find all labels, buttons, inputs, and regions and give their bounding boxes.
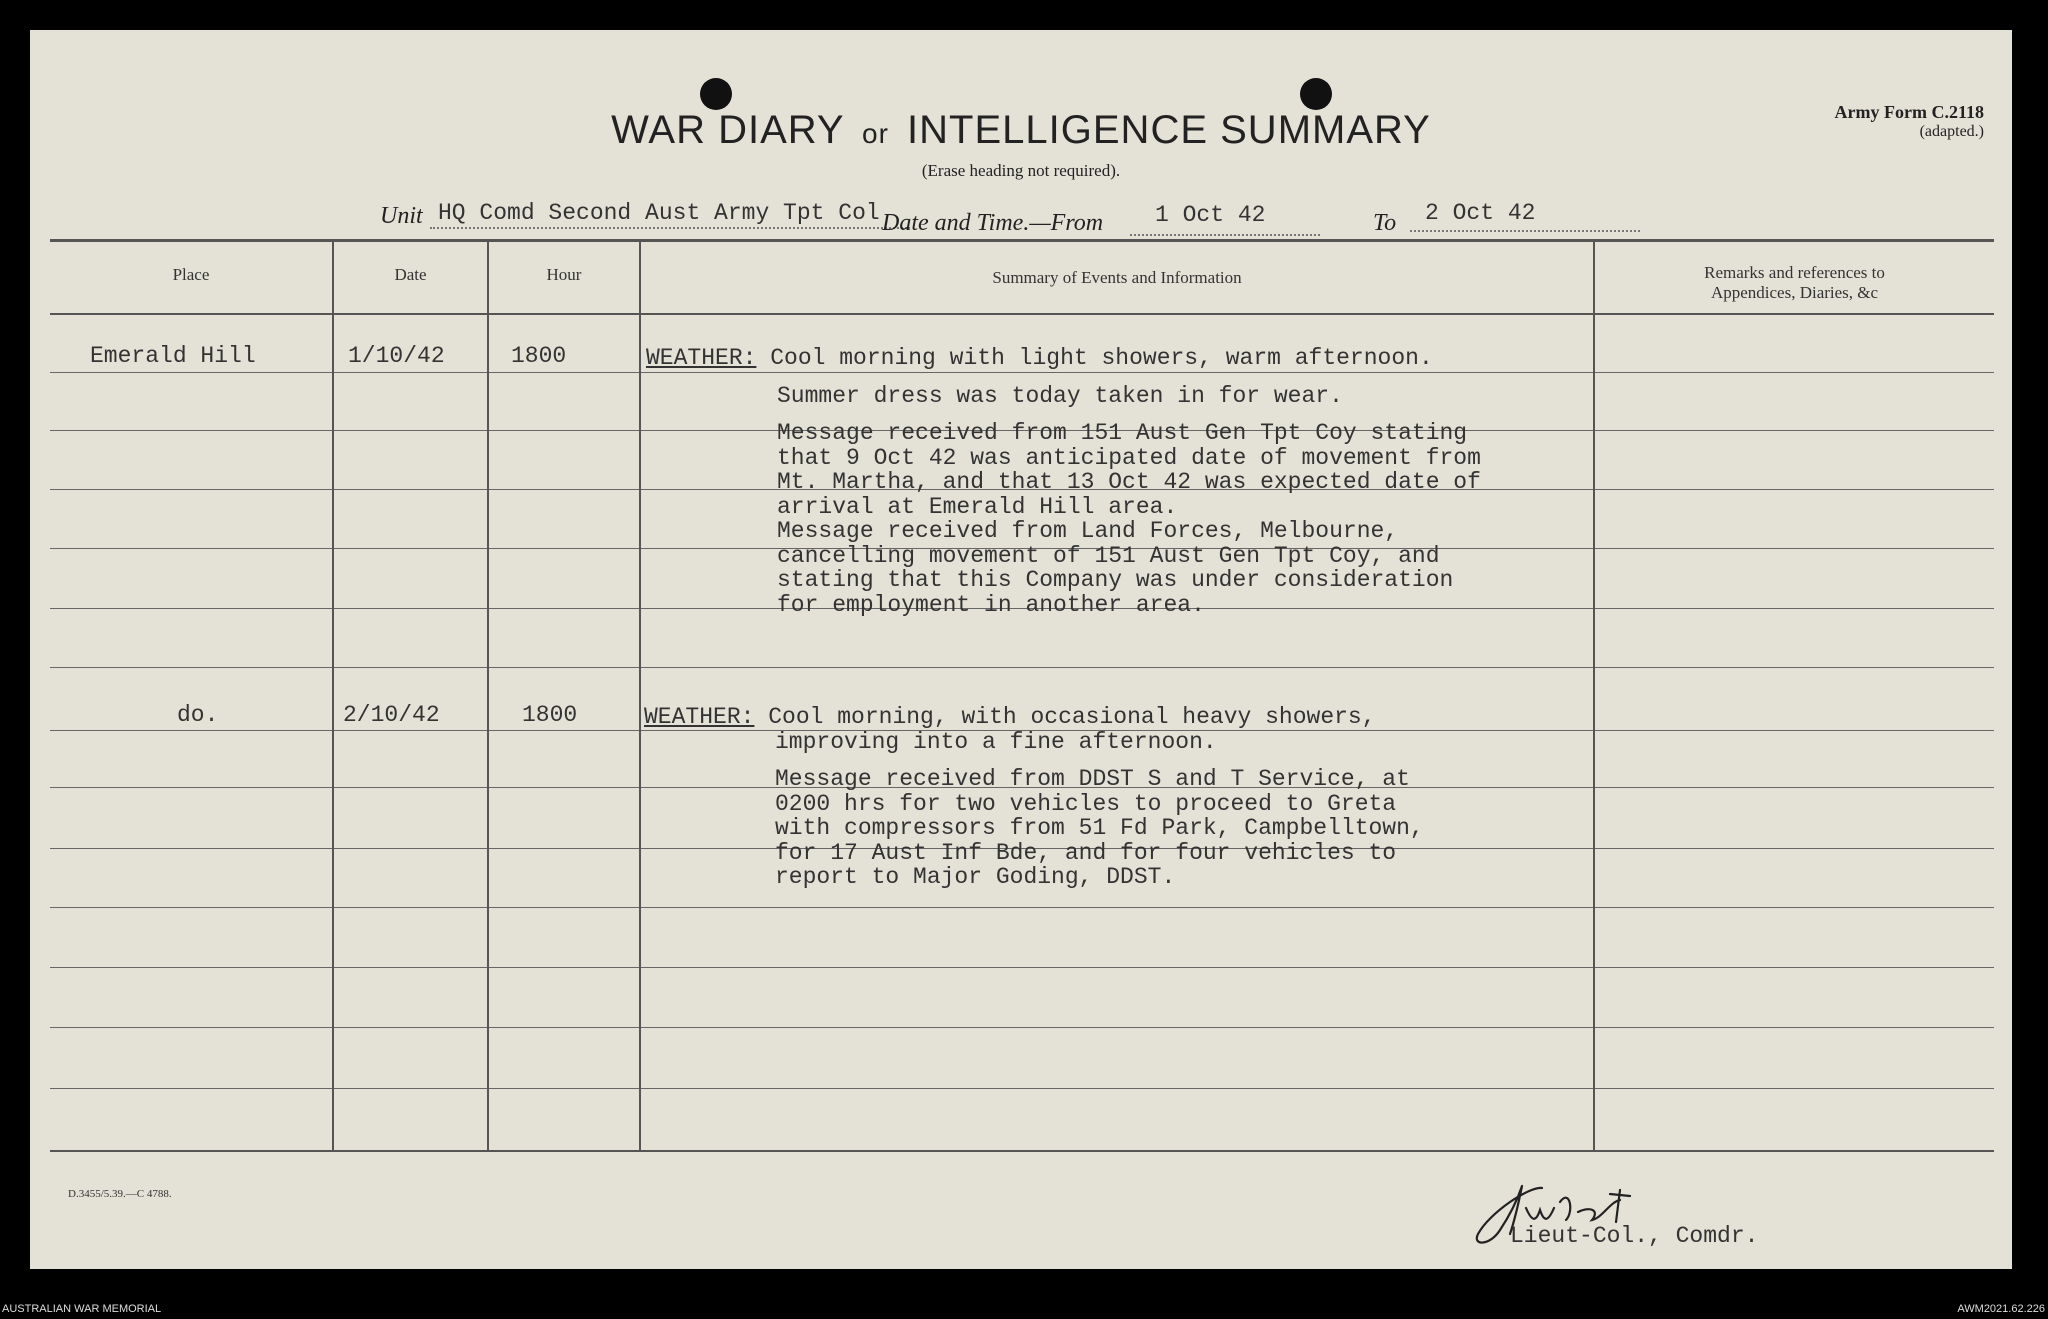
entry2-summary	[644, 705, 1424, 890]
entry1-line-9: for employment in another area.	[777, 591, 1205, 618]
title-war-diary: WAR DIARY	[611, 108, 844, 152]
header-place: Place	[172, 265, 210, 284]
title-or: or	[862, 118, 889, 149]
to-label: To	[1373, 210, 1397, 236]
col-divider-date	[487, 240, 489, 1151]
header-summary: Summary of Events and Information	[992, 268, 1242, 287]
to-dotted-line	[1410, 230, 1640, 232]
to-date-value: 2 Oct 42	[1425, 200, 1536, 226]
weather-label: WEATHER:	[644, 704, 755, 730]
entry2-date: 2/10/42	[343, 702, 440, 728]
entry1-line-1: Summer dress was today taken in for wear.	[777, 382, 1343, 409]
row-line	[50, 1088, 1994, 1089]
date-time-label: Date and Time.—From	[882, 210, 1104, 236]
col-divider-summary	[1593, 240, 1595, 1151]
row-line	[50, 667, 1994, 668]
punch-hole-right	[1300, 78, 1332, 110]
unit-label: Unit	[380, 203, 423, 229]
army-form-number	[1835, 102, 1984, 142]
entry2-line-2: 0200 hrs for two vehicles to proceed to Greta	[775, 790, 1397, 817]
entry1-line-8: stating that this Company was under consideration	[777, 567, 1454, 593]
from-dotted-line	[1130, 234, 1320, 236]
spacer	[646, 371, 1481, 384]
entry2-weather-text: Cool morning, with occasional heavy showers,	[768, 704, 1376, 730]
row-line	[50, 1027, 1994, 1028]
army-form-label: Army Form C.2118	[1834, 102, 1984, 122]
header-date: Date	[394, 265, 427, 284]
entry1-date: 1/10/42	[348, 343, 445, 369]
entry1-line-5: arrival at Emerald Hill area.	[777, 493, 1178, 520]
title-intelligence-summary: INTELLIGENCE SUMMARY	[907, 108, 1431, 152]
entry2-weather-text-2: improving into a fine afternoon.	[775, 728, 1217, 755]
unit-value: HQ Comd Second Aust Army Tpt Col	[438, 200, 880, 226]
header-hour: Hour	[546, 265, 582, 284]
entry1-summary	[646, 346, 1481, 617]
entry2-line-5: report to Major Goding, DDST.	[775, 864, 1176, 890]
from-date-value: 1 Oct 42	[1155, 202, 1266, 228]
row-line	[50, 907, 1994, 908]
form-print-number: D.3455/5.39.—C 4788.	[68, 1188, 172, 1200]
form-subtitle: (Erase heading not required).	[921, 161, 1121, 180]
entry1-line-3: that 9 Oct 42 was anticipated date of movement from	[777, 444, 1481, 471]
war-diary-page	[30, 30, 2012, 1269]
entry1-place: Emerald Hill	[90, 343, 256, 369]
col-divider-place	[332, 240, 334, 1151]
entry1-line-6: Message received from Land Forces, Melbourne,	[777, 518, 1399, 544]
unit-dotted-line	[430, 227, 910, 229]
entry2-line-3: with compressors from 51 Fd Park, Campbelltown,	[775, 815, 1424, 841]
entry1-weather-line	[646, 346, 1481, 371]
footer-institution: AUSTRALIAN WAR MEMORIAL	[2, 1303, 162, 1315]
entry2-line-4: for 17 Aust Inf Bde, and for four vehicles to	[775, 839, 1397, 866]
entry2-weather-line	[644, 705, 1424, 730]
entry1-line-4: Mt. Martha, and that 13 Oct 42 was expected date of	[777, 469, 1481, 495]
entry2-hour: 1800	[522, 702, 578, 728]
form-title	[30, 108, 2012, 153]
entry1-line-7: cancelling movement of 151 Aust Gen Tpt Coy, and	[777, 542, 1440, 569]
col-divider-hour	[639, 240, 641, 1151]
row-line	[50, 967, 1994, 968]
header-remarks-line1: Remarks and references to	[1704, 263, 1885, 282]
entry2-place: do.	[177, 702, 219, 728]
signer-rank-title: Lieut-Col., Comdr.	[1510, 1223, 1759, 1249]
entry1-hour: 1800	[511, 343, 567, 369]
table-bottom-rule	[50, 1150, 1994, 1152]
table-top-rule	[50, 239, 1994, 242]
army-form-note: (adapted.)	[1919, 123, 1984, 140]
entry2-line-1: Message received from DDST S and T Service, at	[775, 766, 1410, 792]
header-remarks	[1595, 263, 1994, 303]
footer-accession-number: AWM2021.62.226	[1957, 1303, 2045, 1315]
punch-hole-left	[700, 78, 732, 110]
header-remarks-line2: Appendices, Diaries, &c	[1710, 283, 1879, 302]
entry1-line-2: Message received from 151 Aust Gen Tpt Coy stating	[777, 420, 1468, 446]
weather-label: WEATHER:	[646, 345, 757, 371]
header-bottom-rule	[50, 313, 1994, 315]
entry1-weather-text: Cool morning with light showers, warm afternoon.	[770, 345, 1433, 371]
